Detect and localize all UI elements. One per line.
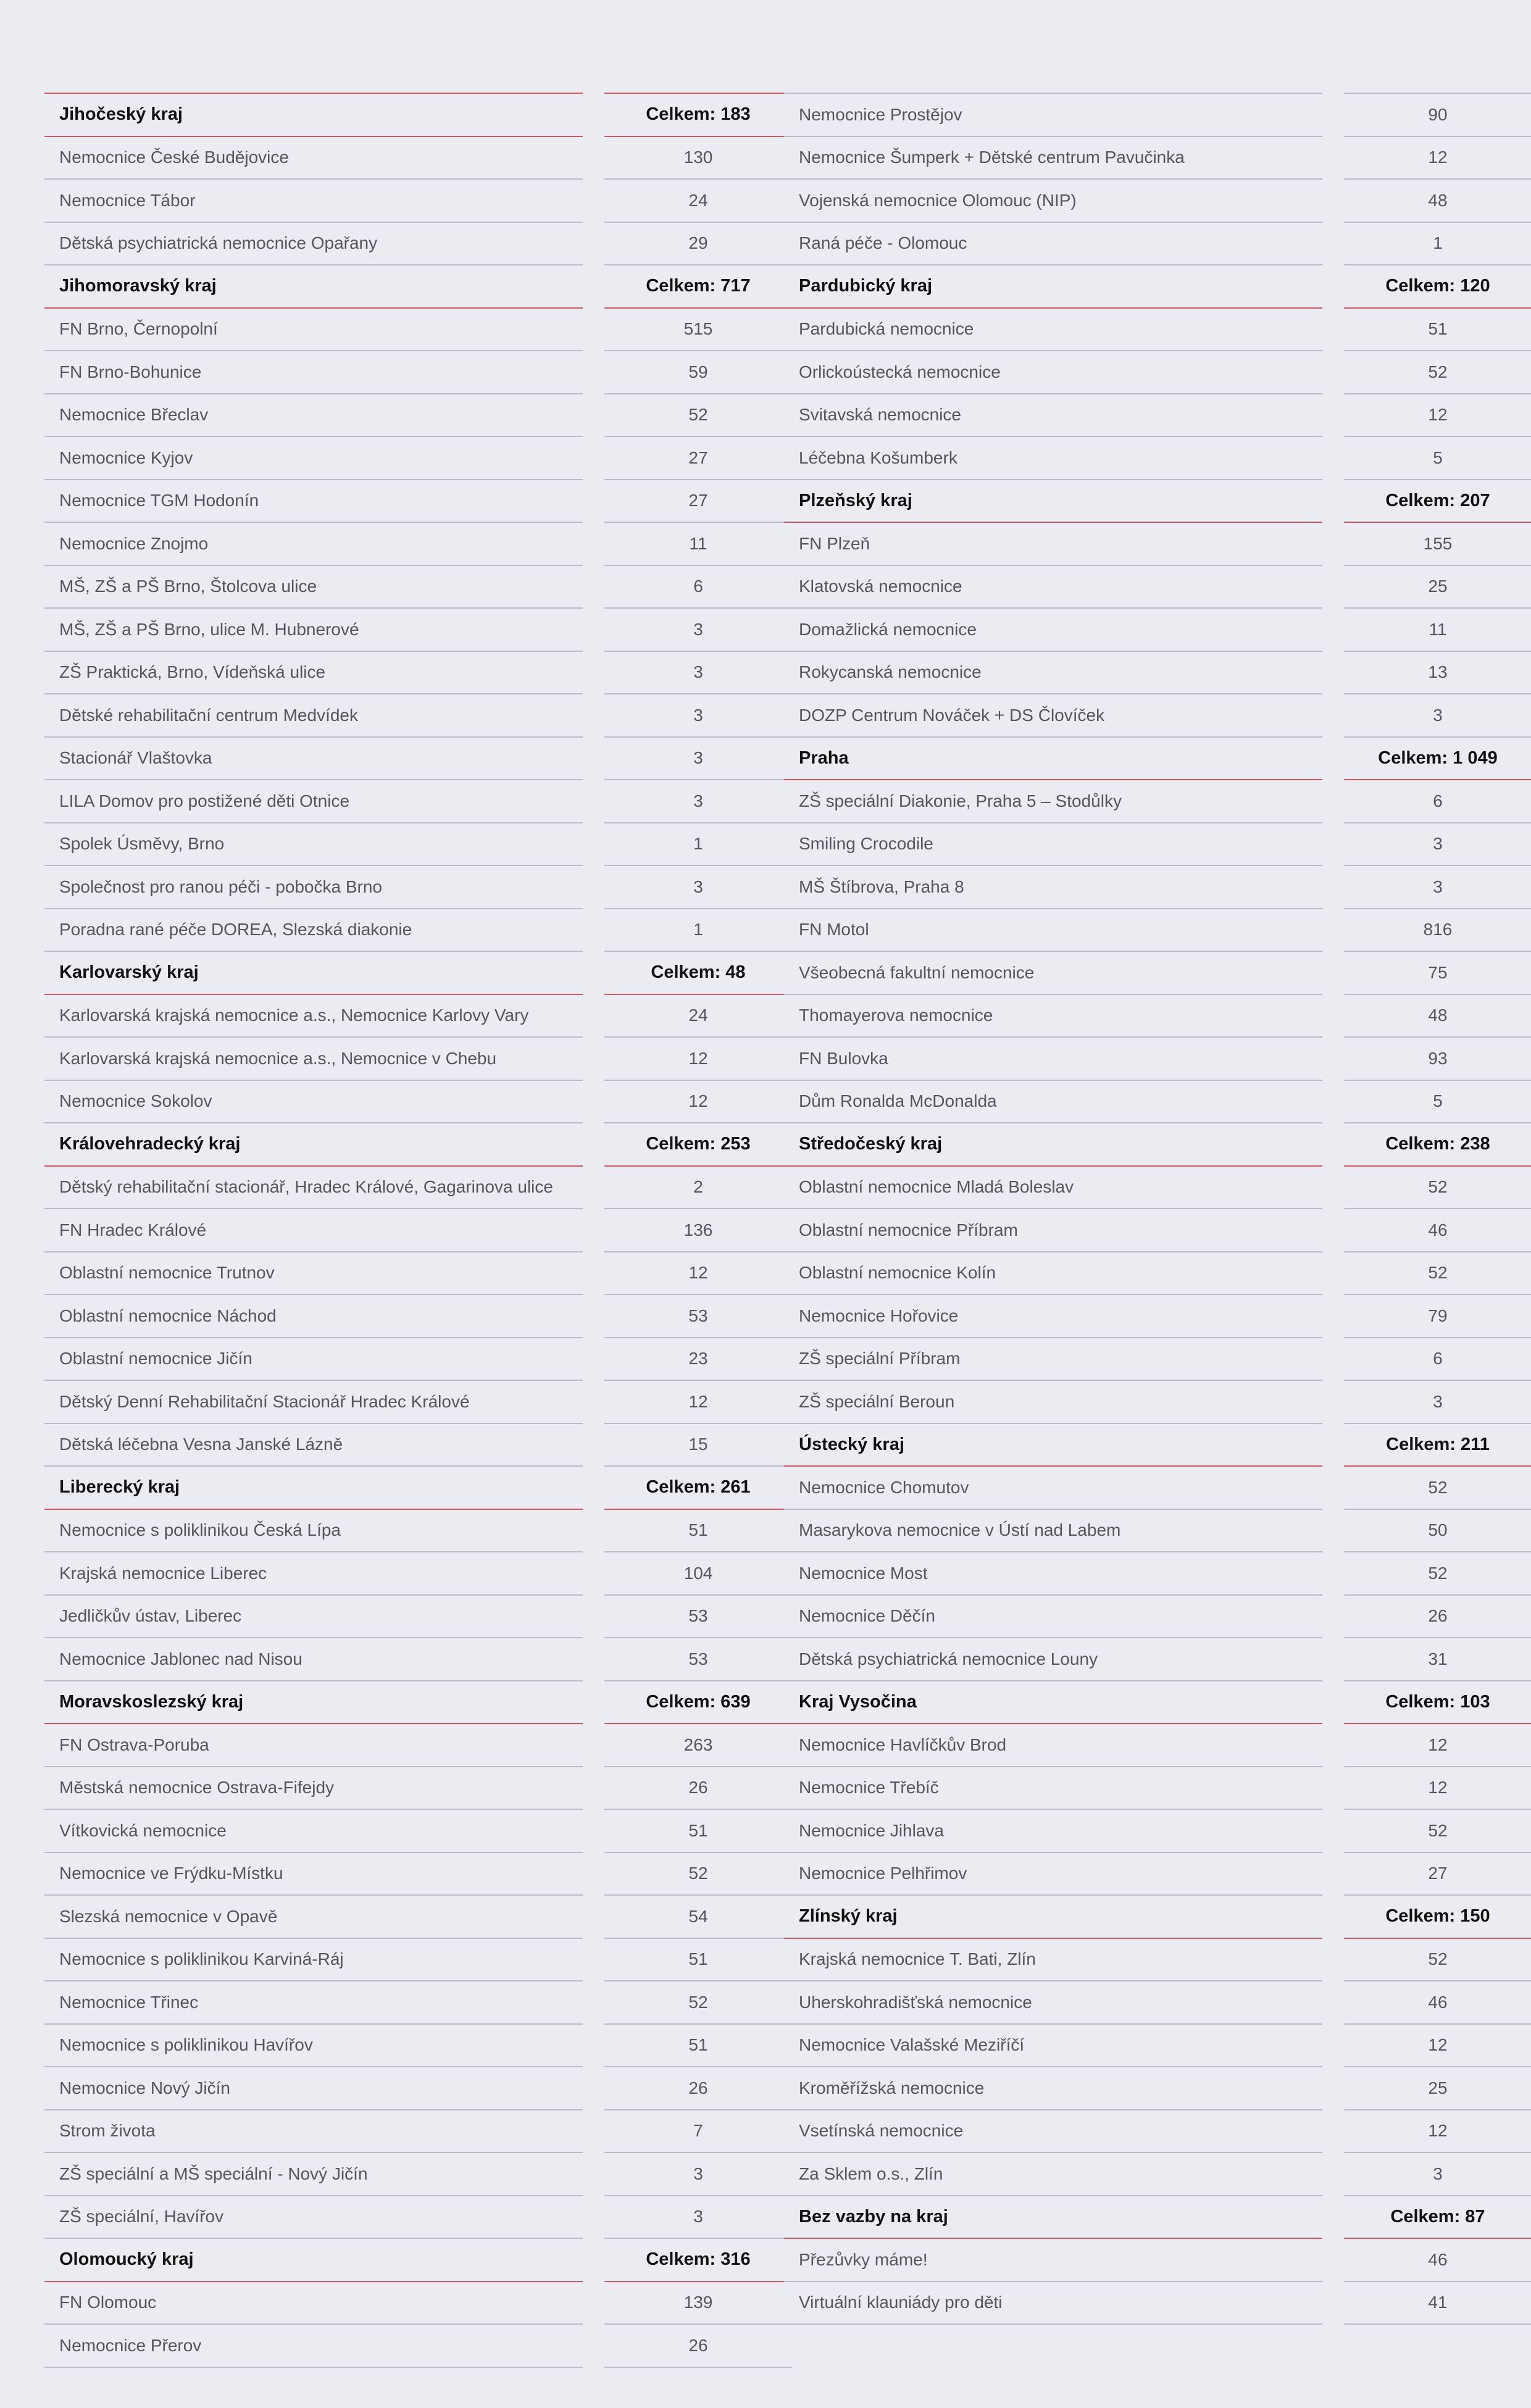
facility-count: 5 bbox=[1344, 437, 1531, 480]
facility-name: FN Bulovka bbox=[784, 1038, 1322, 1081]
facility-name: Jedličkův ústav, Liberec bbox=[44, 1596, 583, 1639]
facility-name: Nemocnice České Budějovice bbox=[44, 137, 583, 180]
facility-name: Nemocnice Chomutov bbox=[784, 1467, 1322, 1510]
region-name: Jihočeský kraj bbox=[44, 94, 583, 137]
facility-count: 53 bbox=[604, 1638, 792, 1681]
facility-name: Nemocnice Třebíč bbox=[784, 1767, 1322, 1810]
facility-name: Nemocnice s poliklinikou Česká Lípa bbox=[44, 1510, 583, 1553]
region-name: Olomoucký kraj bbox=[44, 2239, 583, 2282]
facility-count: 52 bbox=[1344, 1810, 1531, 1853]
facility-name: Karlovarská krajská nemocnice a.s., Nemocnice Karlovy Vary bbox=[44, 995, 583, 1038]
facility-name: Nemocnice ve Frýdku-Místku bbox=[44, 1853, 583, 1896]
facility-name: Vojenská nemocnice Olomouc (NIP) bbox=[784, 180, 1322, 223]
facility-name: Nemocnice TGM Hodonín bbox=[44, 480, 583, 523]
facility-count: 139 bbox=[604, 2282, 792, 2325]
facility-count: 1 bbox=[1344, 223, 1531, 266]
facility-count: 53 bbox=[604, 1295, 792, 1338]
facility-name: Oblastní nemocnice Trutnov bbox=[44, 1252, 583, 1296]
region-total: Celkem: 238 bbox=[1344, 1123, 1531, 1167]
facility-count: 25 bbox=[1344, 2067, 1531, 2110]
facility-name: Nemocnice Valašské Meziříčí bbox=[784, 2025, 1322, 2068]
facility-name: Nemocnice Most bbox=[784, 1552, 1322, 1596]
facility-name: Klatovská nemocnice bbox=[784, 566, 1322, 609]
facility-count: 27 bbox=[604, 480, 792, 523]
facility-count: 52 bbox=[1344, 1552, 1531, 1596]
facility-count: 24 bbox=[604, 180, 792, 223]
facility-name: Poradna rané péče DOREA, Slezská diakonie bbox=[44, 909, 583, 952]
facility-count: 6 bbox=[1344, 780, 1531, 823]
facility-count: 130 bbox=[604, 137, 792, 180]
facility-count: 23 bbox=[604, 1338, 792, 1381]
facility-count: 52 bbox=[1344, 1252, 1531, 1296]
facility-count: 104 bbox=[604, 1552, 792, 1596]
region-name: Karlovarský kraj bbox=[44, 952, 583, 995]
region-total: Celkem: 120 bbox=[1344, 265, 1531, 309]
facility-name: FN Brno, Černopolní bbox=[44, 309, 583, 352]
facility-name: LILA Domov pro postižené děti Otnice bbox=[44, 780, 583, 823]
facility-name: Za Sklem o.s., Zlín bbox=[784, 2153, 1322, 2196]
facility-name: Nemocnice s poliklinikou Havířov bbox=[44, 2025, 583, 2068]
facility-name: FN Motol bbox=[784, 909, 1322, 952]
facility-name: Kroměřížská nemocnice bbox=[784, 2067, 1322, 2110]
facility-count: 52 bbox=[1344, 1467, 1531, 1510]
region-name: Kraj Vysočina bbox=[784, 1681, 1322, 1725]
facility-count: 75 bbox=[1344, 952, 1531, 995]
facility-count: 12 bbox=[604, 1381, 792, 1424]
region-total: Celkem: 103 bbox=[1344, 1681, 1531, 1725]
facility-count: 3 bbox=[604, 694, 792, 738]
facility-count: 12 bbox=[1344, 137, 1531, 180]
facility-count: 3 bbox=[1344, 823, 1531, 867]
facility-name: Oblastní nemocnice Náchod bbox=[44, 1295, 583, 1338]
facility-name: Vítkovická nemocnice bbox=[44, 1810, 583, 1853]
facility-count: 3 bbox=[1344, 2153, 1531, 2196]
region-name: Praha bbox=[784, 738, 1322, 781]
facility-count: 27 bbox=[1344, 1853, 1531, 1896]
region-total: Celkem: 639 bbox=[604, 1681, 792, 1725]
facility-count: 11 bbox=[1344, 609, 1531, 652]
facility-count: 11 bbox=[604, 523, 792, 566]
facility-name: Virtuální klauniády pro děti bbox=[784, 2282, 1322, 2325]
region-total: Celkem: 48 bbox=[604, 952, 792, 995]
facility-name: FN Ostrava-Poruba bbox=[44, 1724, 583, 1767]
facility-name: Oblastní nemocnice Mladá Boleslav bbox=[784, 1167, 1322, 1210]
facility-count: 12 bbox=[1344, 2025, 1531, 2068]
facility-name: ZŠ speciální, Havířov bbox=[44, 2196, 583, 2239]
region-total: Celkem: 211 bbox=[1344, 1424, 1531, 1467]
facility-count: 51 bbox=[604, 1939, 792, 1982]
facility-count: 52 bbox=[1344, 1939, 1531, 1982]
facility-count: 51 bbox=[604, 2025, 792, 2068]
facility-count: 6 bbox=[1344, 1338, 1531, 1381]
facility-name: Slezská nemocnice v Opavě bbox=[44, 1896, 583, 1939]
facility-name: Oblastní nemocnice Kolín bbox=[784, 1252, 1322, 1296]
facility-count: 54 bbox=[604, 1896, 792, 1939]
facility-count: 1 bbox=[604, 909, 792, 952]
facility-count: 3 bbox=[604, 652, 792, 695]
facility-name: Dětská psychiatrická nemocnice Louny bbox=[784, 1638, 1322, 1681]
facility-count: 3 bbox=[1344, 694, 1531, 738]
facility-name: ZŠ speciální Beroun bbox=[784, 1381, 1322, 1424]
facility-name: Orlickoústecká nemocnice bbox=[784, 351, 1322, 394]
facility-name: Svitavská nemocnice bbox=[784, 394, 1322, 438]
facility-count: 52 bbox=[604, 1981, 792, 2025]
facility-name: Přezůvky máme! bbox=[784, 2239, 1322, 2282]
region-total: Celkem: 1 049 bbox=[1344, 738, 1531, 781]
region-total: Celkem: 87 bbox=[1344, 2196, 1531, 2239]
facility-name: Nemocnice Kyjov bbox=[44, 437, 583, 480]
facility-count: 26 bbox=[604, 1767, 792, 1810]
facility-name: Dětský rehabilitační stacionář, Hradec Králové, Gagarinova ulice bbox=[44, 1167, 583, 1210]
region-total: Celkem: 717 bbox=[604, 265, 792, 309]
facility-name: Nemocnice Havlíčkův Brod bbox=[784, 1724, 1322, 1767]
facility-name: Nemocnice Pelhřimov bbox=[784, 1853, 1322, 1896]
facility-count: 816 bbox=[1344, 909, 1531, 952]
region-total: Celkem: 253 bbox=[604, 1123, 792, 1167]
facility-name: MŠ Štíbrova, Praha 8 bbox=[784, 866, 1322, 909]
facility-count: 6 bbox=[604, 566, 792, 609]
facility-name: ZŠ Praktická, Brno, Vídeňská ulice bbox=[44, 652, 583, 695]
facility-count: 52 bbox=[604, 1853, 792, 1896]
region-name: Jihomoravský kraj bbox=[44, 265, 583, 309]
facility-count: 12 bbox=[1344, 394, 1531, 438]
facility-name: Městská nemocnice Ostrava-Fifejdy bbox=[44, 1767, 583, 1810]
facility-count: 90 bbox=[1344, 94, 1531, 137]
facility-count: 31 bbox=[1344, 1638, 1531, 1681]
facility-count: 263 bbox=[604, 1724, 792, 1767]
region-name: Bez vazby na kraj bbox=[784, 2196, 1322, 2239]
region-name: Zlínský kraj bbox=[784, 1896, 1322, 1939]
region-name: Pardubický kraj bbox=[784, 265, 1322, 309]
facility-count: 3 bbox=[604, 609, 792, 652]
region-name: Ústecký kraj bbox=[784, 1424, 1322, 1467]
region-total: Celkem: 207 bbox=[1344, 480, 1531, 523]
facility-name: Pardubická nemocnice bbox=[784, 309, 1322, 352]
facility-count: 12 bbox=[604, 1081, 792, 1124]
facility-name: Nemocnice s poliklinikou Karviná-Ráj bbox=[44, 1939, 583, 1982]
facility-name: DOZP Centrum Nováček + DS Človíček bbox=[784, 694, 1322, 738]
facility-name: ZŠ speciální a MŠ speciální - Nový Jičín bbox=[44, 2153, 583, 2196]
facility-count: 51 bbox=[604, 1510, 792, 1553]
facility-count: 52 bbox=[1344, 351, 1531, 394]
facility-count: 515 bbox=[604, 309, 792, 352]
facility-count: 52 bbox=[604, 394, 792, 438]
facility-count: 46 bbox=[1344, 2239, 1531, 2282]
facility-count: 5 bbox=[1344, 1081, 1531, 1124]
facility-count: 51 bbox=[604, 1810, 792, 1853]
facility-name: Nemocnice Prostějov bbox=[784, 94, 1322, 137]
facility-name: Stacionář Vlaštovka bbox=[44, 738, 583, 781]
facility-count: 41 bbox=[1344, 2282, 1531, 2325]
facility-name: Dětská léčebna Vesna Janské Lázně bbox=[44, 1424, 583, 1467]
facility-name: Vsetínská nemocnice bbox=[784, 2110, 1322, 2154]
facility-name: Nemocnice Jihlava bbox=[784, 1810, 1322, 1853]
facility-count: 2 bbox=[604, 1167, 792, 1210]
facility-count: 12 bbox=[1344, 1724, 1531, 1767]
facility-count: 136 bbox=[604, 1209, 792, 1252]
facility-count: 13 bbox=[1344, 652, 1531, 695]
facility-count: 48 bbox=[1344, 180, 1531, 223]
facility-name: Nemocnice Přerov bbox=[44, 2325, 583, 2368]
region-total: Celkem: 261 bbox=[604, 1467, 792, 1510]
region-name: Královehradecký kraj bbox=[44, 1123, 583, 1167]
facility-name: FN Plzeň bbox=[784, 523, 1322, 566]
facility-count: 26 bbox=[1344, 1596, 1531, 1639]
facility-count: 3 bbox=[604, 2196, 792, 2239]
facility-name: Nemocnice Tábor bbox=[44, 180, 583, 223]
facility-name: Nemocnice Třinec bbox=[44, 1981, 583, 2025]
facility-name: FN Brno-Bohunice bbox=[44, 351, 583, 394]
facility-name: Dětské rehabilitační centrum Medvídek bbox=[44, 694, 583, 738]
facility-count: 12 bbox=[604, 1252, 792, 1296]
facility-name: Nemocnice Nový Jičín bbox=[44, 2067, 583, 2110]
facility-name: FN Olomouc bbox=[44, 2282, 583, 2325]
facility-name: Krajská nemocnice T. Bati, Zlín bbox=[784, 1939, 1322, 1982]
facility-name: Společnost pro ranou péči - pobočka Brno bbox=[44, 866, 583, 909]
facility-count: 79 bbox=[1344, 1295, 1531, 1338]
facility-name: Oblastní nemocnice Jičín bbox=[44, 1338, 583, 1381]
facility-name: Nemocnice Hořovice bbox=[784, 1295, 1322, 1338]
facility-name: Spolek Úsměvy, Brno bbox=[44, 823, 583, 867]
region-name: Plzeňský kraj bbox=[784, 480, 1322, 523]
facility-count: 59 bbox=[604, 351, 792, 394]
facility-name: Raná péče - Olomouc bbox=[784, 223, 1322, 266]
facility-count: 7 bbox=[604, 2110, 792, 2154]
facility-name: Nemocnice Břeclav bbox=[44, 394, 583, 438]
facility-count: 12 bbox=[604, 1038, 792, 1081]
facility-count: 29 bbox=[604, 223, 792, 266]
facility-name: Nemocnice Šumperk + Dětské centrum Pavučinka bbox=[784, 137, 1322, 180]
facility-name: Dětský Denní Rehabilitační Stacionář Hradec Králové bbox=[44, 1381, 583, 1424]
facility-name: ZŠ speciální Diakonie, Praha 5 – Stodůlky bbox=[784, 780, 1322, 823]
facility-count: 48 bbox=[1344, 995, 1531, 1038]
facility-count: 27 bbox=[604, 437, 792, 480]
facility-count: 51 bbox=[1344, 309, 1531, 352]
facility-count: 50 bbox=[1344, 1510, 1531, 1553]
facility-name: Karlovarská krajská nemocnice a.s., Nemocnice v Chebu bbox=[44, 1038, 583, 1081]
facility-count: 15 bbox=[604, 1424, 792, 1467]
facility-name: Masarykova nemocnice v Ústí nad Labem bbox=[784, 1510, 1322, 1553]
facility-count: 24 bbox=[604, 995, 792, 1038]
facility-count: 52 bbox=[1344, 1167, 1531, 1210]
facility-name: FN Hradec Králové bbox=[44, 1209, 583, 1252]
facility-count: 26 bbox=[604, 2067, 792, 2110]
region-name: Moravskoslezský kraj bbox=[44, 1681, 583, 1725]
facility-name: Nemocnice Znojmo bbox=[44, 523, 583, 566]
facility-name: Nemocnice Sokolov bbox=[44, 1081, 583, 1124]
facility-name: Nemocnice Děčín bbox=[784, 1596, 1322, 1639]
region-total: Celkem: 183 bbox=[604, 94, 792, 137]
facility-count: 25 bbox=[1344, 566, 1531, 609]
facility-name: Léčebna Košumberk bbox=[784, 437, 1322, 480]
facility-count: 46 bbox=[1344, 1981, 1531, 2025]
facility-count: 1 bbox=[604, 823, 792, 867]
facility-count: 3 bbox=[604, 866, 792, 909]
facility-name: Thomayerova nemocnice bbox=[784, 995, 1322, 1038]
facility-name: Dětská psychiatrická nemocnice Opařany bbox=[44, 223, 583, 266]
facility-count: 3 bbox=[604, 2153, 792, 2196]
region-total: Celkem: 150 bbox=[1344, 1896, 1531, 1939]
facility-count: 26 bbox=[604, 2325, 792, 2368]
facility-name: Dům Ronalda McDonalda bbox=[784, 1081, 1322, 1124]
facility-count: 53 bbox=[604, 1596, 792, 1639]
facility-name: Uherskohradišťská nemocnice bbox=[784, 1981, 1322, 2025]
facility-name: Strom života bbox=[44, 2110, 583, 2154]
facility-count: 93 bbox=[1344, 1038, 1531, 1081]
facility-count: 155 bbox=[1344, 523, 1531, 566]
facility-name: Všeobecná fakultní nemocnice bbox=[784, 952, 1322, 995]
facility-count: 12 bbox=[1344, 2110, 1531, 2154]
facility-name: MŠ, ZŠ a PŠ Brno, ulice M. Hubnerové bbox=[44, 609, 583, 652]
region-name: Liberecký kraj bbox=[44, 1467, 583, 1510]
facility-count: 3 bbox=[604, 780, 792, 823]
region-name: Středočeský kraj bbox=[784, 1123, 1322, 1167]
facility-name: Rokycanská nemocnice bbox=[784, 652, 1322, 695]
facility-name: Krajská nemocnice Liberec bbox=[44, 1552, 583, 1596]
facility-name: Oblastní nemocnice Příbram bbox=[784, 1209, 1322, 1252]
facility-count: 3 bbox=[1344, 866, 1531, 909]
facility-name: MŠ, ZŠ a PŠ Brno, Štolcova ulice bbox=[44, 566, 583, 609]
facility-count: 12 bbox=[1344, 1767, 1531, 1810]
facility-count: 3 bbox=[604, 738, 792, 781]
facility-name: Domažlická nemocnice bbox=[784, 609, 1322, 652]
facility-name: Smiling Crocodile bbox=[784, 823, 1322, 867]
facility-count: 46 bbox=[1344, 1209, 1531, 1252]
region-total: Celkem: 316 bbox=[604, 2239, 792, 2282]
facility-name: ZŠ speciální Příbram bbox=[784, 1338, 1322, 1381]
facility-count: 3 bbox=[1344, 1381, 1531, 1424]
facility-name: Nemocnice Jablonec nad Nisou bbox=[44, 1638, 583, 1681]
